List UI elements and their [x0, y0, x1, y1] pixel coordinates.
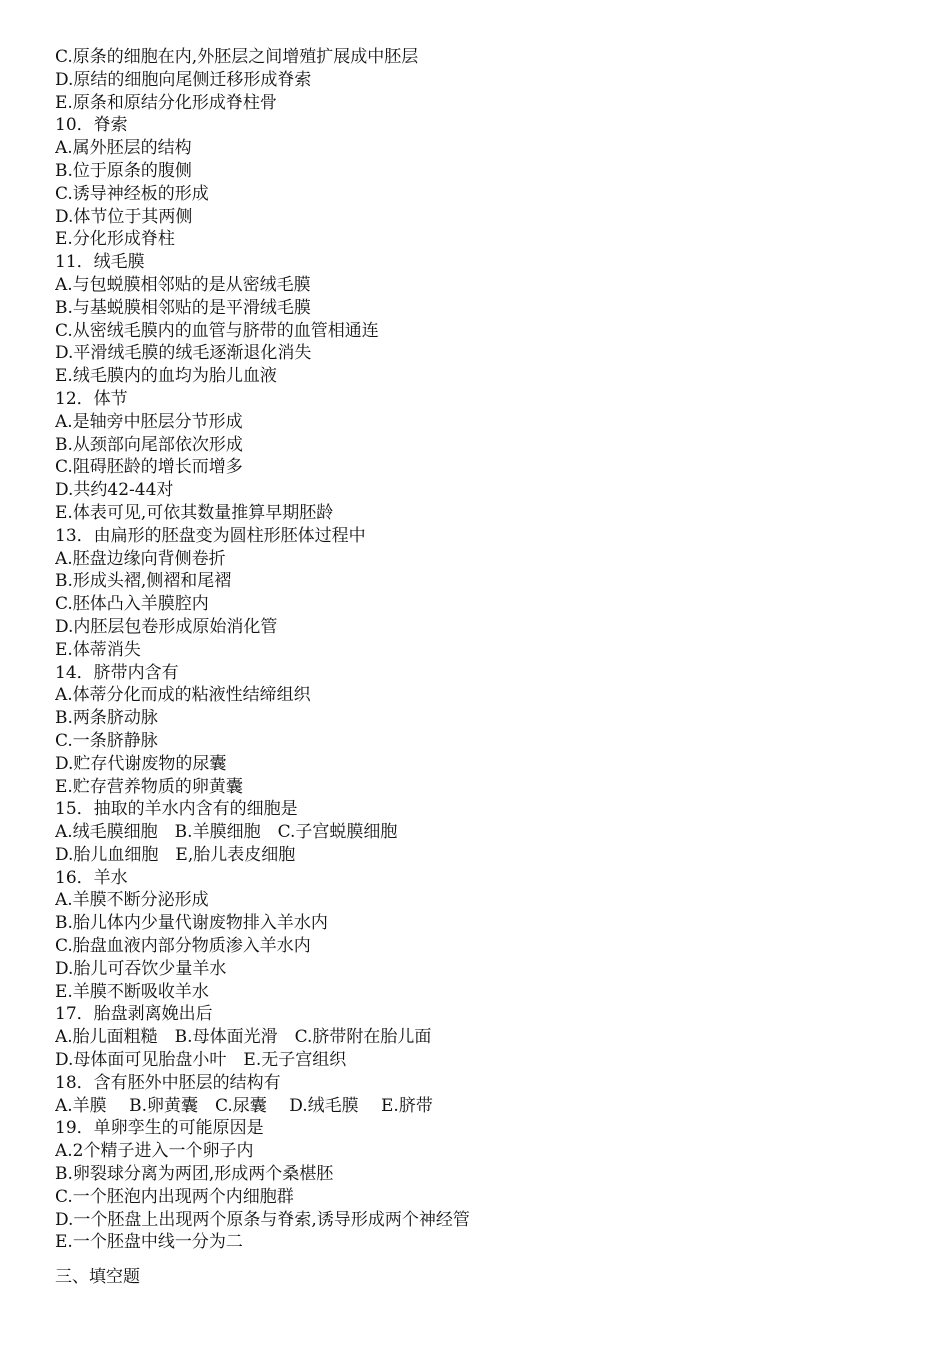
question-list	[55, 46, 935, 1254]
text-line: A.是轴旁中胚层分节形成	[55, 411, 243, 432]
text-line: 17．胎盘剥离娩出后	[55, 1004, 213, 1025]
document-body	[55, 46, 935, 1289]
text-line: 19．单卵孪生的可能原因是	[55, 1118, 264, 1139]
text-line: 10．脊索	[55, 115, 128, 136]
text-line: A.与包蜕膜相邻贴的是从密绒毛膜	[55, 274, 311, 295]
text-line: A.羊膜不断分泌形成	[55, 890, 209, 911]
text-line: 14．脐带内含有	[55, 662, 179, 683]
text-line: B.形成头褶,侧褶和尾褶	[55, 571, 232, 592]
text-line: B.与基蜕膜相邻贴的是平滑绒毛膜	[55, 297, 311, 318]
text-line: A.胚盘边缘向背侧卷折	[55, 548, 226, 569]
text-line: D.胎儿可吞饮少量羊水	[55, 958, 227, 979]
text-line: C.一条脐静脉	[55, 730, 158, 751]
text-line: B.卵裂球分离为两团,形成两个桑椹胚	[55, 1164, 334, 1185]
text-line: A.羊膜 B.卵黄囊 C.尿囊 D.绒毛膜 E.脐带	[55, 1095, 433, 1116]
text-line: E.羊膜不断吸收羊水	[55, 981, 209, 1002]
text-line: E.贮存营养物质的卵黄囊	[55, 776, 243, 797]
text-line: D.胎儿血细胞 E,胎儿表皮细胞	[55, 844, 296, 865]
text-line: C.一个胚泡内出现两个内细胞群	[55, 1186, 294, 1207]
text-line: D.原结的细胞向尾侧迁移形成脊索	[55, 69, 312, 90]
text-line: A.体蒂分化而成的粘液性结缔组织	[55, 685, 311, 706]
text-line: C.胎盘血液内部分物质渗入羊水内	[55, 936, 311, 957]
text-line: A.属外胚层的结构	[55, 138, 192, 159]
text-line: D.一个胚盘上出现两个原条与脊索,诱导形成两个神经管	[55, 1209, 470, 1230]
text-line: D.贮存代谢废物的尿囊	[55, 753, 227, 774]
text-line: E.分化形成脊柱	[55, 229, 175, 250]
text-line: E.体表可见,可依其数量推算早期胚龄	[55, 502, 334, 523]
text-line: 13．由扁形的胚盘变为圆柱形胚体过程中	[55, 525, 366, 546]
text-line: D.母体面可见胎盘小叶 E.无子宫组织	[55, 1050, 347, 1071]
text-line: B.位于原条的腹侧	[55, 160, 192, 181]
text-line: E.原条和原结分化形成脊柱骨	[55, 92, 277, 113]
section-heading-fill-in: 三、填空题	[55, 1267, 140, 1288]
text-line: 16．羊水	[55, 867, 128, 888]
text-line: C.从密绒毛膜内的血管与脐带的血管相通连	[55, 320, 379, 341]
text-line: E.一个胚盘中线一分为二	[55, 1232, 243, 1253]
text-line: B.胎儿体内少量代谢废物排入羊水内	[55, 913, 328, 934]
text-line: D.体节位于其两侧	[55, 206, 193, 227]
text-line: 15．抽取的羊水内含有的细胞是	[55, 799, 298, 820]
text-line: B.两条脐动脉	[55, 708, 158, 729]
text-line: C.胚体凸入羊膜腔内	[55, 594, 209, 615]
text-line: 18．含有胚外中胚层的结构有	[55, 1072, 281, 1093]
text-line: E.绒毛膜内的血均为胎儿血液	[55, 366, 277, 387]
text-line: C.阻碍胚龄的增长而增多	[55, 457, 243, 478]
text-line: B.从颈部向尾部依次形成	[55, 434, 243, 455]
text-line: 11．绒毛膜	[55, 252, 145, 273]
text-line: A.胎儿面粗糙 B.母体面光滑 C.脐带附在胎儿面	[55, 1027, 432, 1048]
text-line: A.绒毛膜细胞 B.羊膜细胞 C.子宫蜕膜细胞	[55, 822, 398, 843]
text-line: C.诱导神经板的形成	[55, 183, 209, 204]
text-line: D.共约42-44对	[55, 480, 174, 501]
text-line: D.平滑绒毛膜的绒毛逐渐退化消失	[55, 343, 312, 364]
text-line: C.原条的细胞在内,外胚层之间增殖扩展成中胚层	[55, 47, 419, 67]
text-line: A.2个精子进入一个卵子内	[55, 1141, 254, 1162]
text-line: 12．体节	[55, 388, 128, 409]
text-line: E.体蒂消失	[55, 639, 141, 660]
section-spacer	[55, 1254, 935, 1266]
text-line: D.内胚层包卷形成原始消化管	[55, 616, 278, 637]
